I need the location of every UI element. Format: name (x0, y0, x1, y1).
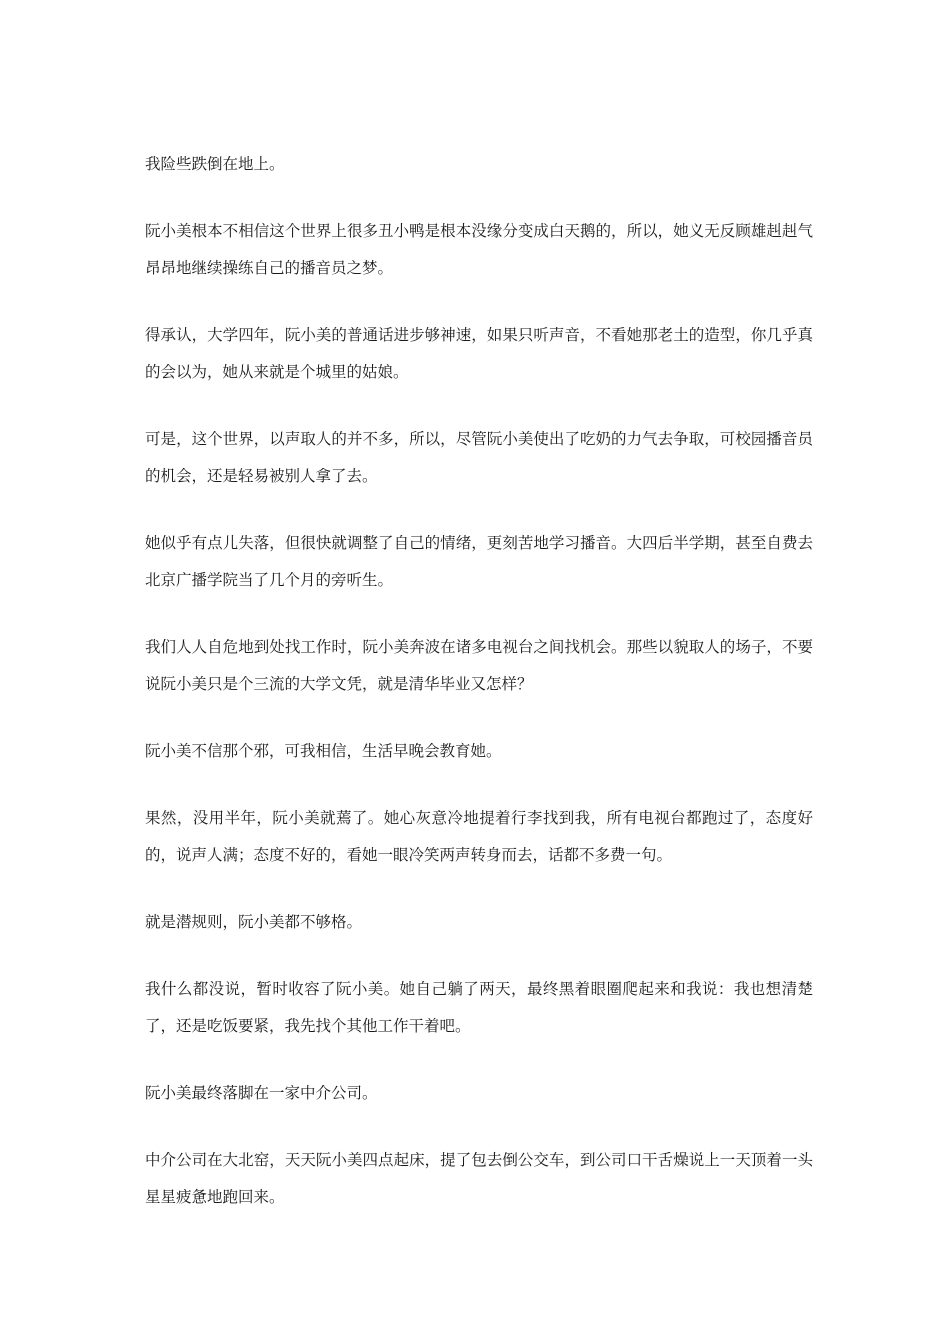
paragraph-5: 她似乎有点儿失落，但很快就调整了自己的情绪，更刻苦地学习播音。大四后半学期，甚至自费去北京广播学院当了几个月的旁听生。 (145, 534, 813, 589)
paragraph-1: 我险些跌倒在地上。 (145, 155, 285, 173)
paragraph-7: 阮小美不信那个邪，可我相信，生活早晚会教育她。 (145, 742, 502, 760)
paragraph-4: 可是，这个世界，以声取人的并不多，所以，尽管阮小美使出了吃奶的力气去争取，可校园播音员的机会，还是轻易被别人拿了去。 (145, 430, 813, 485)
paragraph-9: 就是潜规则，阮小美都不够格。 (145, 913, 363, 931)
paragraph-2: 阮小美根本不相信这个世界上很多丑小鸭是根本没缘分变成白天鹅的，所以，她义无反顾雄赳赳气昂昂地继续操练自己的播音员之梦。 (145, 222, 813, 277)
paragraph-11: 阮小美最终落脚在一家中介公司。 (145, 1084, 378, 1102)
paragraph-12: 中介公司在大北窑，天天阮小美四点起床，提了包去倒公交车，到公司口干舌燥说上一天顶着一头星星疲惫地跑回来。 (145, 1151, 813, 1206)
document-body (145, 146, 813, 1246)
paragraph-3: 得承认，大学四年，阮小美的普通话进步够神速，如果只听声音，不看她那老土的造型，你几乎真的会以为，她从来就是个城里的姑娘。 (145, 326, 813, 381)
paragraph-8: 果然，没用半年，阮小美就蔫了。她心灰意冷地提着行李找到我，所有电视台都跑过了，态度好的，说声人满；态度不好的，看她一眼冷笑两声转身而去，话都不多费一句。 (145, 809, 813, 864)
paragraph-10: 我什么都没说，暂时收容了阮小美。她自己躺了两天，最终黑着眼圈爬起来和我说：我也想清楚了，还是吃饭要紧，我先找个其他工作干着吧。 (145, 980, 813, 1035)
paragraph-6: 我们人人自危地到处找工作时，阮小美奔波在诸多电视台之间找机会。那些以貌取人的场子，不要说阮小美只是个三流的大学文凭，就是清华毕业又怎样？ (145, 638, 813, 693)
